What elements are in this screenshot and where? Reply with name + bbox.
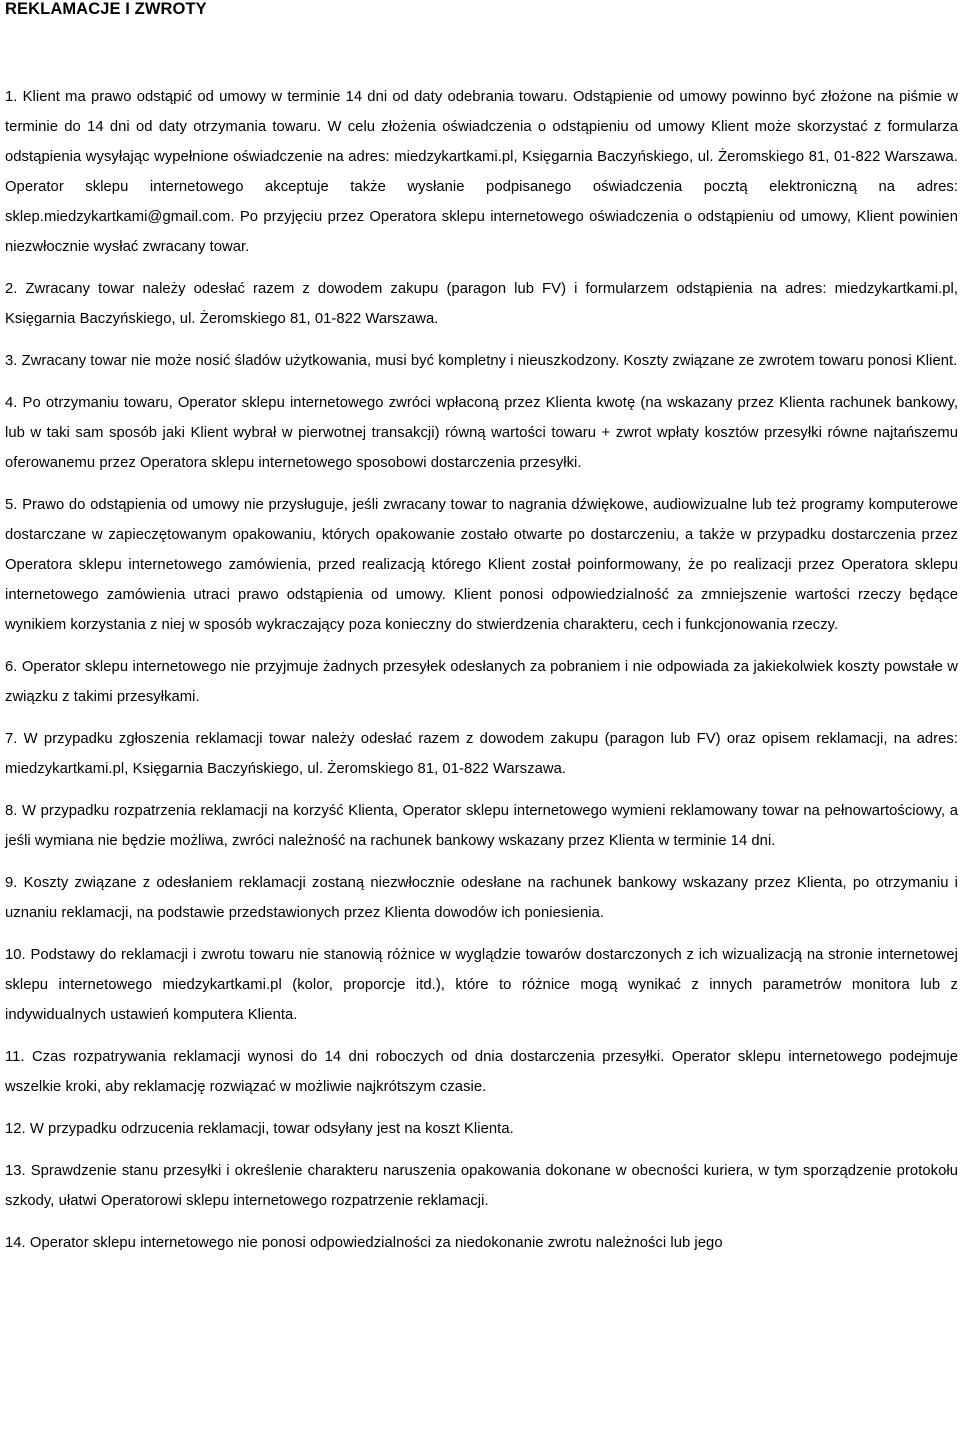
paragraph-10: 10. Podstawy do reklamacji i zwrotu towaru nie stanowią różnice w wyglądzie towarów dostarczonych z ich wizualizacją na stronie internetowej sklepu internetowego miedzykartkami.pl (kolor, proporcje itd.), które to różnice mogą wynikać z innych parametrów monitora lub z indywidualnych ustawień komputera Klienta. bbox=[5, 947, 958, 1023]
document-page bbox=[5, 0, 958, 1270]
paragraph-13: 13. Sprawdzenie stanu przesyłki i określenie charakteru naruszenia opakowania dokonane w obecności kuriera, w tym sporządzenie protokołu szkody, ułatwi Operatorowi sklepu internetowego rozpatrzenie reklamacji. bbox=[5, 1163, 958, 1209]
paragraph-9: 9. Koszty związane z odesłaniem reklamacji zostaną niezwłocznie odesłane na rachunek bankowy wskazany przez Klienta, po otrzymaniu i uznaniu reklamacji, na podstawie przedstawionych przez Klienta dowodów ich poniesienia. bbox=[5, 875, 958, 921]
paragraph-3: 3. Zwracany towar nie może nosić śladów użytkowania, musi być kompletny i nieuszkodzony. Koszty związane ze zwrotem towaru ponosi Klient. bbox=[5, 353, 958, 369]
page-title: REKLAMACJE I ZWROTY bbox=[5, 0, 207, 18]
paragraph-5: 5. Prawo do odstąpienia od umowy nie przysługuje, jeśli zwracany towar to nagrania dźwiękowe, audiowizualne lub też programy komputerowe dostarczane w zapieczętowanym opakowaniu, których opakowanie zostało otwarte po dostarczeniu, a także w przypadku dostarczenia przez Operatora sklepu internetowego zamówienia, przed realizacją którego Klient został poinformowany, że po realizacji przez Operatora sklepu internetowego zamówienia utraci prawo odstąpienia od umowy. Klient ponosi odpowiedzialność za zmniejszenie wartości rzeczy będące wynikiem korzystania z niej w sposób wykraczający poza konieczny do stwierdzenia charakteru, cech i funkcjonowania rzeczy. bbox=[5, 497, 958, 633]
paragraph-14: 14. Operator sklepu internetowego nie ponosi odpowiedzialności za niedokonanie zwrotu należności lub jego bbox=[5, 1235, 723, 1251]
paragraph-7: 7. W przypadku zgłoszenia reklamacji towar należy odesłać razem z dowodem zakupu (paragon lub FV) oraz opisem reklamacji, na adres: miedzykartkami.pl, Księgarnia Baczyńskiego, ul. Żeromskiego 81, 01-822 Warszawa. bbox=[5, 731, 958, 777]
paragraph-8: 8. W przypadku rozpatrzenia reklamacji na korzyść Klienta, Operator sklepu internetowego wymieni reklamowany towar na pełnowartościowy, a jeśli wymiana nie będzie możliwa, zwróci należność na rachunek bankowy wskazany przez Klienta w terminie 14 dni. bbox=[5, 803, 958, 849]
paragraph-2: 2. Zwracany towar należy odesłać razem z dowodem zakupu (paragon lub FV) i formularzem odstąpienia na adres: miedzykartkami.pl, Księgarnia Baczyńskiego, ul. Żeromskiego 81, 01-822 Warszawa. bbox=[5, 281, 958, 327]
paragraph-1: 1. Klient ma prawo odstąpić od umowy w terminie 14 dni od daty odebrania towaru. Odstąpienie od umowy powinno być złożone na piśmie w terminie do 14 dni od daty otrzymania towaru. W celu złożenia oświadczenia o odstąpieniu od umowy Klient może skorzystać z formularza odstąpienia wysyłając wypełnione oświadczenie na adres: miedzykartkami.pl, Księgarnia Baczyńskiego, ul. Żeromskiego 81, 01-822 Warszawa. Operator sklepu internetowego akceptuje także wysłanie podpisanego oświadczenia pocztą elektroniczną na adres: sklep.miedzykartkami@gmail.com. Po przyjęciu przez Operatora sklepu internetowego oświadczenia o odstąpieniu od umowy, Klient powinien niezwłocznie wysłać zwracany towar. bbox=[5, 89, 958, 255]
paragraph-6: 6. Operator sklepu internetowego nie przyjmuje żadnych przesyłek odesłanych za pobraniem i nie odpowiada za jakiekolwiek koszty powstałe w związku z takimi przesyłkami. bbox=[5, 659, 958, 705]
paragraph-11: 11. Czas rozpatrywania reklamacji wynosi do 14 dni roboczych od dnia dostarczenia przesyłki. Operator sklepu internetowego podejmuje wszelkie kroki, aby reklamację rozwiązać w możliwie najkrótszym czasie. bbox=[5, 1049, 958, 1095]
paragraph-12: 12. W przypadku odrzucenia reklamacji, towar odsyłany jest na koszt Klienta. bbox=[5, 1121, 514, 1137]
spacer bbox=[5, 18, 958, 82]
paragraph-4: 4. Po otrzymaniu towaru, Operator sklepu internetowego zwróci wpłaconą przez Klienta kwotę (na wskazany przez Klienta rachunek bankowy, lub w taki sam sposób jaki Klient wybrał w pierwotnej transakcji) równą wartości towaru + zwrot wpłaty kosztów przesyłki równe najtańszemu oferowanemu przez Operatora sklepu internetowego sposobowi dostarczenia przesyłki. bbox=[5, 395, 958, 471]
